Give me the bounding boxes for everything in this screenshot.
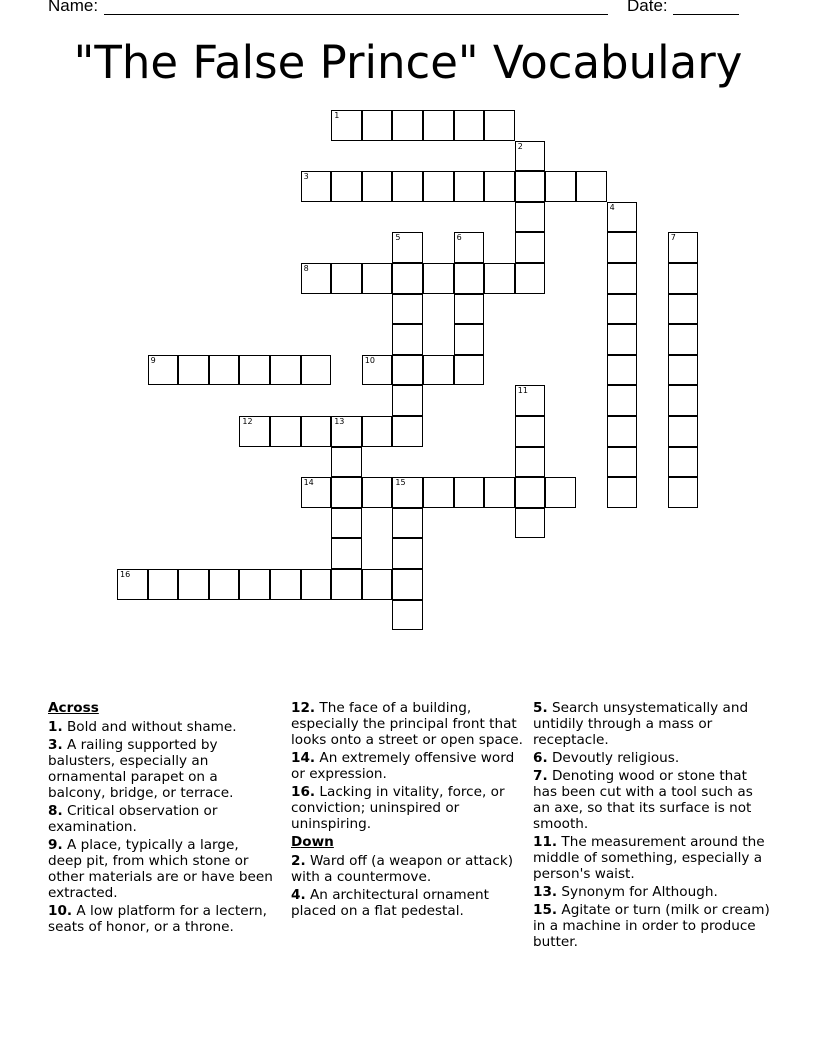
crossword-cell[interactable] xyxy=(178,355,209,386)
crossword-cell[interactable] xyxy=(607,232,638,263)
crossword-cell[interactable] xyxy=(148,569,179,600)
cell-input[interactable] xyxy=(516,509,545,538)
cell-input[interactable] xyxy=(424,356,453,385)
cell-input[interactable] xyxy=(393,356,422,385)
crossword-cell[interactable] xyxy=(484,171,515,202)
cell-input[interactable] xyxy=(669,417,698,446)
cell-input[interactable] xyxy=(608,233,637,262)
clue-number: 2. xyxy=(291,853,306,869)
clue-number-label: 8 xyxy=(303,264,309,273)
crossword-cell[interactable] xyxy=(178,569,209,600)
cell-input[interactable] xyxy=(393,478,422,507)
clue-text: A low platform for a lectern, seats of honor, or a throne. xyxy=(48,903,267,935)
crossword-cell[interactable] xyxy=(362,416,393,447)
cell-input[interactable] xyxy=(608,386,637,415)
crossword-cell[interactable] xyxy=(454,232,485,263)
crossword-cell[interactable] xyxy=(392,355,423,386)
cell-input[interactable] xyxy=(302,264,331,293)
crossword-cell[interactable] xyxy=(331,508,362,539)
cell-input[interactable] xyxy=(516,142,545,171)
crossword-cell[interactable] xyxy=(515,171,546,202)
crossword-cell[interactable] xyxy=(515,141,546,172)
cell-input[interactable] xyxy=(179,356,208,385)
crossword-cell[interactable] xyxy=(668,355,699,386)
crossword-cell[interactable] xyxy=(668,232,699,263)
cell-input[interactable] xyxy=(332,417,361,446)
cell-input[interactable] xyxy=(669,264,698,293)
crossword-cell[interactable] xyxy=(576,171,607,202)
cell-input[interactable] xyxy=(424,111,453,140)
cell-input[interactable] xyxy=(332,172,361,201)
cell-input[interactable] xyxy=(363,417,392,446)
cell-input[interactable] xyxy=(118,570,147,599)
crossword-cell[interactable] xyxy=(270,569,301,600)
crossword-cell[interactable] xyxy=(331,416,362,447)
cell-input[interactable] xyxy=(424,264,453,293)
crossword-cell[interactable] xyxy=(423,355,454,386)
crossword-cell[interactable] xyxy=(301,477,332,508)
cell-input[interactable] xyxy=(455,478,484,507)
clue-number-label: 10 xyxy=(364,355,375,365)
cell-input[interactable] xyxy=(332,478,361,507)
crossword-cell[interactable] xyxy=(270,416,301,447)
crossword-cell[interactable] xyxy=(545,477,576,508)
crossword-cell[interactable] xyxy=(362,110,393,141)
cell-input[interactable] xyxy=(669,356,698,385)
crossword-cell[interactable] xyxy=(515,447,546,478)
crossword-cell[interactable] xyxy=(668,385,699,416)
crossword-cell[interactable] xyxy=(392,569,423,600)
clue-down-4 xyxy=(291,887,527,919)
crossword-cell[interactable] xyxy=(454,263,485,294)
clue-text: The face of a building, especially the principal front that looks onto a street or open space. xyxy=(291,700,523,748)
crossword-cell[interactable] xyxy=(392,263,423,294)
crossword-cell[interactable] xyxy=(545,171,576,202)
cell-input[interactable] xyxy=(455,111,484,140)
crossword-cell[interactable] xyxy=(607,477,638,508)
crossword-cell[interactable] xyxy=(392,110,423,141)
cell-input[interactable] xyxy=(393,386,422,415)
down-heading: Down xyxy=(291,834,334,850)
clue-across-1 xyxy=(48,719,276,735)
crossword-cell[interactable] xyxy=(423,110,454,141)
clue-text: An extremely offensive word or expression. xyxy=(291,750,515,782)
clue-across-12 xyxy=(291,700,527,748)
cell-input[interactable] xyxy=(363,111,392,140)
crossword-cell[interactable] xyxy=(239,569,270,600)
crossword-cell[interactable] xyxy=(484,110,515,141)
clue-across-16 xyxy=(291,784,527,832)
crossword-cell[interactable] xyxy=(668,477,699,508)
cell-input[interactable] xyxy=(455,325,484,354)
cell-input[interactable] xyxy=(393,417,422,446)
clue-number: 5. xyxy=(533,700,548,716)
crossword-cell[interactable] xyxy=(392,600,423,631)
cell-input[interactable] xyxy=(302,570,331,599)
crossword-cell[interactable] xyxy=(607,447,638,478)
cell-input[interactable] xyxy=(332,448,361,477)
crossword-cell[interactable] xyxy=(607,202,638,233)
cell-input[interactable] xyxy=(393,509,422,538)
crossword-cell[interactable] xyxy=(148,355,179,386)
crossword-cell[interactable] xyxy=(392,294,423,325)
crossword-cell[interactable] xyxy=(331,447,362,478)
clue-number-label: 15 xyxy=(395,478,406,488)
crossword-cell[interactable] xyxy=(331,538,362,569)
crossword-cell[interactable] xyxy=(423,263,454,294)
crossword-cell[interactable] xyxy=(270,355,301,386)
crossword-cell[interactable] xyxy=(484,477,515,508)
clue-number: 11. xyxy=(533,834,558,850)
clue-number-label: 2 xyxy=(517,141,523,151)
cell-input[interactable] xyxy=(608,325,637,354)
cell-input[interactable] xyxy=(210,356,239,385)
clue-number: 9. xyxy=(48,837,63,853)
cell-input[interactable] xyxy=(149,356,178,385)
clue-across-14 xyxy=(291,750,527,782)
crossword-cell[interactable] xyxy=(515,508,546,539)
cell-input[interactable] xyxy=(271,356,300,385)
cell-input[interactable] xyxy=(393,295,422,324)
cell-input[interactable] xyxy=(608,295,637,324)
cell-input[interactable] xyxy=(516,417,545,446)
clue-down-11 xyxy=(533,834,773,882)
cell-input[interactable] xyxy=(485,478,514,507)
cell-input[interactable] xyxy=(393,233,422,262)
cell-input[interactable] xyxy=(455,295,484,324)
cell-input[interactable] xyxy=(332,539,361,568)
cell-input[interactable] xyxy=(363,478,392,507)
crossword-cell[interactable] xyxy=(331,171,362,202)
crossword-cell[interactable] xyxy=(668,416,699,447)
crossword-cell[interactable] xyxy=(454,355,485,386)
cell-input[interactable] xyxy=(393,111,422,140)
cell-input[interactable] xyxy=(485,111,514,140)
crossword-cell[interactable] xyxy=(301,569,332,600)
crossword-cell[interactable] xyxy=(454,324,485,355)
clue-number: 14. xyxy=(291,750,316,766)
crossword-cell[interactable] xyxy=(668,294,699,325)
crossword-cell[interactable] xyxy=(362,477,393,508)
crossword-cell[interactable] xyxy=(484,263,515,294)
clue-number: 12. xyxy=(291,700,316,716)
cell-input[interactable] xyxy=(210,570,239,599)
crossword-cell[interactable] xyxy=(454,110,485,141)
clue-number: 3. xyxy=(48,737,63,753)
cell-input[interactable] xyxy=(332,264,361,293)
crossword-cell[interactable] xyxy=(668,263,699,294)
cell-input[interactable] xyxy=(455,356,484,385)
cell-input[interactable] xyxy=(608,417,637,446)
cell-input[interactable] xyxy=(240,356,269,385)
clue-number: 8. xyxy=(48,803,63,819)
cell-input[interactable] xyxy=(669,233,698,262)
name-label: Name: xyxy=(48,0,99,15)
crossword-cell[interactable] xyxy=(423,171,454,202)
cell-input[interactable] xyxy=(424,478,453,507)
clue-number: 16. xyxy=(291,784,316,800)
crossword-cell[interactable] xyxy=(301,416,332,447)
clue-text: Critical observation or examination. xyxy=(48,803,218,835)
cell-input[interactable] xyxy=(669,448,698,477)
clue-text: Lacking in vitality, force, or conviction; uninspired or uninspiring. xyxy=(291,784,505,832)
crossword-cell[interactable] xyxy=(239,416,270,447)
clue-number: 7. xyxy=(533,768,548,784)
clues-column-2 xyxy=(291,700,527,921)
clue-number: 1. xyxy=(48,719,63,735)
crossword-cell[interactable] xyxy=(454,477,485,508)
cell-input[interactable] xyxy=(302,478,331,507)
cell-input[interactable] xyxy=(302,417,331,446)
clue-across-10 xyxy=(48,903,276,935)
crossword-cell[interactable] xyxy=(423,477,454,508)
clue-text: A railing supported by balusters, especially an ornamental parapet on a balcony, bridge, or terrace. xyxy=(48,737,234,801)
cell-input[interactable] xyxy=(240,570,269,599)
cell-input[interactable] xyxy=(302,356,331,385)
crossword-cell[interactable] xyxy=(392,416,423,447)
cell-input[interactable] xyxy=(669,386,698,415)
cell-input[interactable] xyxy=(516,203,545,232)
crossword-cell[interactable] xyxy=(331,110,362,141)
cell-input[interactable] xyxy=(577,172,606,201)
cell-input[interactable] xyxy=(608,356,637,385)
cell-input[interactable] xyxy=(271,417,300,446)
crossword-cell[interactable] xyxy=(209,355,240,386)
clue-number: 15. xyxy=(533,902,558,918)
clue-text: Synonym for Although. xyxy=(561,884,718,900)
cell-input[interactable] xyxy=(363,172,392,201)
crossword-cell[interactable] xyxy=(515,477,546,508)
crossword-cell[interactable] xyxy=(362,171,393,202)
cell-input[interactable] xyxy=(455,264,484,293)
clue-number-label: 3 xyxy=(303,172,309,182)
crossword-cell[interactable] xyxy=(515,202,546,233)
cell-input[interactable] xyxy=(363,264,392,293)
cell-input[interactable] xyxy=(332,111,361,140)
crossword-cell[interactable] xyxy=(117,569,148,600)
clue-number: 13. xyxy=(533,884,558,900)
cell-input[interactable] xyxy=(608,448,637,477)
crossword-cell[interactable] xyxy=(607,385,638,416)
crossword-cell[interactable] xyxy=(392,324,423,355)
cell-input[interactable] xyxy=(424,172,453,201)
cell-input[interactable] xyxy=(393,570,422,599)
crossword-cell[interactable] xyxy=(392,385,423,416)
cell-input[interactable] xyxy=(516,172,545,201)
crossword-cell[interactable] xyxy=(668,447,699,478)
crossword-cell[interactable] xyxy=(362,355,393,386)
clue-number-label: 5 xyxy=(395,233,401,243)
clue-text: Agitate or turn (milk or cream) in a machine in order to produce butter. xyxy=(533,902,770,950)
clue-down-5 xyxy=(533,700,773,748)
cell-input[interactable] xyxy=(608,203,637,232)
crossword-cell[interactable] xyxy=(301,355,332,386)
clue-text: A place, typically a large, deep pit, from which stone or other materials are or have been extracted. xyxy=(48,837,273,901)
cell-input[interactable] xyxy=(179,570,208,599)
cell-input[interactable] xyxy=(516,264,545,293)
crossword-cell[interactable] xyxy=(239,355,270,386)
clue-text: Denoting wood or stone that has been cut with a tool such as an axe, so that its surface is not smooth. xyxy=(533,768,753,832)
crossword-cell[interactable] xyxy=(331,263,362,294)
crossword-cell[interactable] xyxy=(331,569,362,600)
cell-input[interactable] xyxy=(485,264,514,293)
crossword-cell[interactable] xyxy=(301,171,332,202)
cell-input[interactable] xyxy=(546,478,575,507)
cell-input[interactable] xyxy=(516,233,545,262)
clue-number: 6. xyxy=(533,750,548,766)
crossword-cell[interactable] xyxy=(668,324,699,355)
crossword-cell[interactable] xyxy=(454,294,485,325)
cell-input[interactable] xyxy=(393,325,422,354)
crossword-cell[interactable] xyxy=(515,385,546,416)
crossword-cell[interactable] xyxy=(515,232,546,263)
crossword-cell[interactable] xyxy=(209,569,240,600)
cell-input[interactable] xyxy=(393,172,422,201)
clue-text: Search unsystematically and untidily through a mass or receptacle. xyxy=(533,700,749,748)
cell-input[interactable] xyxy=(149,570,178,599)
clue-down-15 xyxy=(533,902,773,950)
cell-input[interactable] xyxy=(363,356,392,385)
clue-down-6 xyxy=(533,750,773,766)
clue-text: The measurement around the middle of something, especially a person's waist. xyxy=(533,834,765,882)
cell-input[interactable] xyxy=(608,264,637,293)
cell-input[interactable] xyxy=(240,417,269,446)
crossword-cell[interactable] xyxy=(362,569,393,600)
crossword-cell[interactable] xyxy=(392,538,423,569)
cell-input[interactable] xyxy=(455,172,484,201)
cell-input[interactable] xyxy=(363,570,392,599)
cell-input[interactable] xyxy=(546,172,575,201)
clue-across-8 xyxy=(48,803,276,835)
crossword-cell[interactable] xyxy=(392,477,423,508)
clue-across-9 xyxy=(48,837,276,901)
cell-input[interactable] xyxy=(669,295,698,324)
cell-input[interactable] xyxy=(485,172,514,201)
crossword-cell[interactable] xyxy=(607,324,638,355)
crossword-cell[interactable] xyxy=(301,263,332,294)
crossword-cell[interactable] xyxy=(362,263,393,294)
crossword-cell[interactable] xyxy=(515,263,546,294)
clue-number: 4. xyxy=(291,887,306,903)
clue-number-label: 7 xyxy=(670,233,676,243)
clue-number-label: 12 xyxy=(242,417,253,426)
cell-input[interactable] xyxy=(393,601,422,630)
cell-input[interactable] xyxy=(608,478,637,507)
crossword-cell[interactable] xyxy=(392,232,423,263)
clue-number-label: 14 xyxy=(303,478,314,488)
cell-input[interactable] xyxy=(516,478,545,507)
page-title: "The False Prince" Vocabulary xyxy=(73,36,743,89)
clue-number-label: 9 xyxy=(150,355,156,365)
cell-input[interactable] xyxy=(516,448,545,477)
crossword-cell[interactable] xyxy=(607,263,638,294)
clue-number-label: 13 xyxy=(334,417,345,426)
crossword-cell[interactable] xyxy=(607,355,638,386)
crossword-cell[interactable] xyxy=(515,416,546,447)
clue-across-3 xyxy=(48,737,276,801)
cell-input[interactable] xyxy=(669,325,698,354)
clue-number: 10. xyxy=(48,903,73,919)
crossword-cell[interactable] xyxy=(331,477,362,508)
date-label: Date: xyxy=(627,0,668,15)
clue-number-label: 16 xyxy=(120,570,131,579)
cell-input[interactable] xyxy=(332,509,361,538)
clue-number-label: 11 xyxy=(517,386,528,396)
clue-number-label: 1 xyxy=(334,111,340,120)
cell-input[interactable] xyxy=(332,570,361,599)
clue-text: Devoutly religious. xyxy=(551,750,680,766)
cell-input[interactable] xyxy=(393,539,422,568)
crossword-cell[interactable] xyxy=(454,171,485,202)
cell-input[interactable] xyxy=(271,570,300,599)
clues-column-3 xyxy=(533,700,773,952)
clue-down-13 xyxy=(533,884,773,900)
cell-input[interactable] xyxy=(516,386,545,415)
cell-input[interactable] xyxy=(302,172,331,201)
clue-down-7 xyxy=(533,768,773,832)
cell-input[interactable] xyxy=(455,233,484,262)
clue-text: Ward off (a weapon or attack) with a countermove. xyxy=(291,853,514,885)
crossword-cell[interactable] xyxy=(392,508,423,539)
cell-input[interactable] xyxy=(669,478,698,507)
clues-column-1 xyxy=(48,700,276,937)
clue-text: Bold and without shame. xyxy=(66,719,237,735)
crossword-cell[interactable] xyxy=(607,294,638,325)
crossword-cell[interactable] xyxy=(607,416,638,447)
cell-input[interactable] xyxy=(393,264,422,293)
clue-number-label: 4 xyxy=(609,202,615,212)
clue-number-label: 6 xyxy=(456,233,462,243)
crossword-cell[interactable] xyxy=(392,171,423,202)
across-heading: Across xyxy=(48,700,99,716)
clue-text: An architectural ornament placed on a flat pedestal. xyxy=(291,887,489,919)
clue-down-2 xyxy=(291,853,527,885)
